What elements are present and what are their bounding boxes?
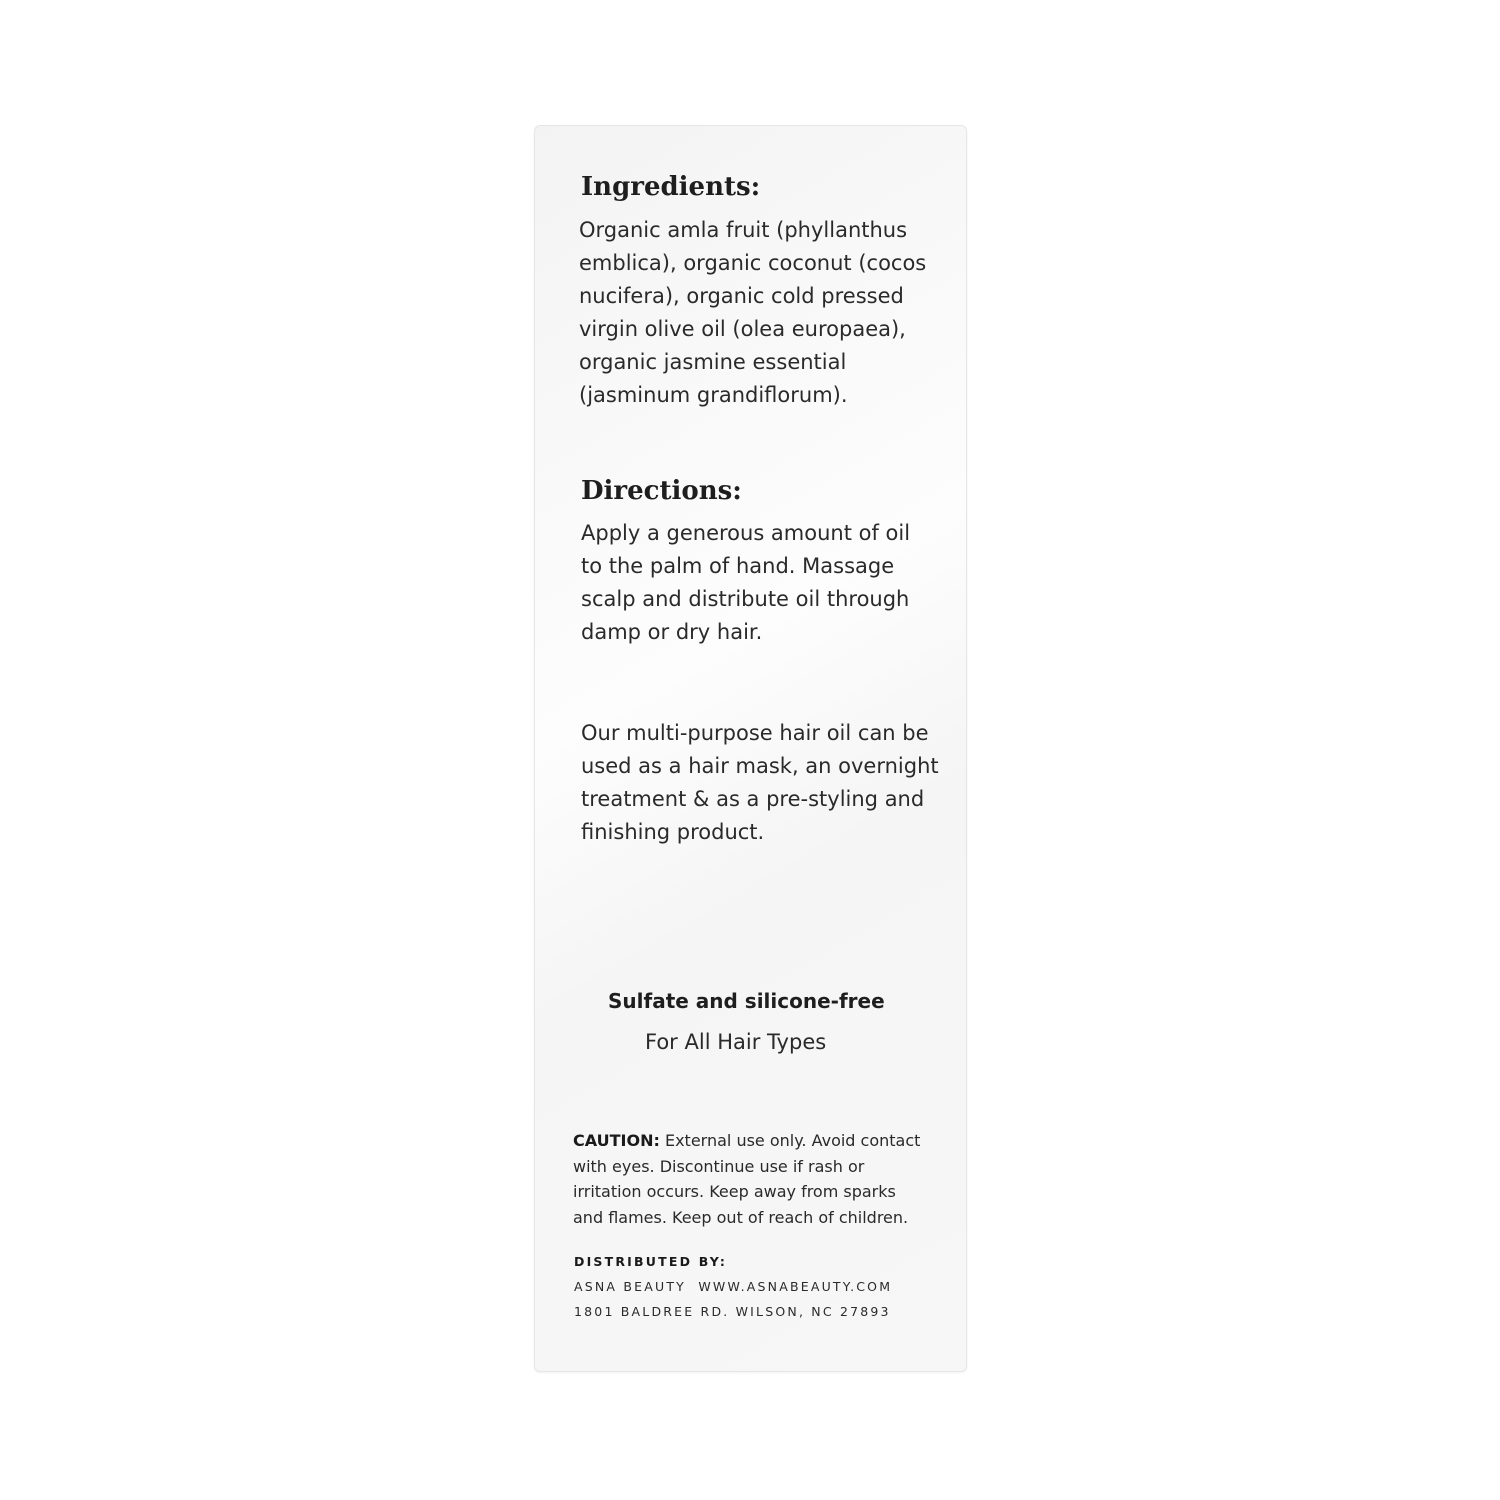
distributed-by-label: DISTRIBUTED BY: [574,1254,728,1269]
caution-line: with eyes. Discontinue use if rash or [573,1156,865,1176]
distributor-address: 1801 BALDREE RD. WILSON, NC 27893 [574,1304,891,1319]
ingredients-line: organic jasmine essential [579,350,847,374]
multipurpose-text [581,717,939,849]
caution-first-line [573,1128,920,1154]
multipurpose-line: Our multi-purpose hair oil can be [581,721,929,745]
multipurpose-line: treatment & as a pre-styling and [581,787,925,811]
directions-heading: Directions: [581,476,742,506]
hair-types-claim: For All Hair Types [645,1030,827,1054]
ingredients-line: Organic amla fruit (phyllanthus [579,218,908,242]
caution-label: CAUTION: [573,1131,660,1150]
ingredients-line: emblica), organic coconut (cocos [579,251,927,275]
ingredients-line: virgin olive oil (olea europaea), [579,317,906,341]
ingredients-line: nucifera), organic cold pressed [579,284,904,308]
multipurpose-line: finishing product. [581,820,765,844]
directions-line: to the palm of hand. Massage [581,554,895,578]
directions-line: Apply a generous amount of oil [581,521,911,545]
ingredients-text [579,214,926,412]
caution-line: External use only. Avoid contact [659,1131,921,1150]
ingredients-line: (jasminum grandiflorum). [579,383,848,407]
directions-line: scalp and distribute oil through [581,587,910,611]
caution-text [573,1128,920,1230]
directions-text [581,517,910,649]
sulfate-silicone-free-claim: Sulfate and silicone-free [608,989,885,1013]
directions-line: damp or dry hair. [581,620,763,644]
multipurpose-line: used as a hair mask, an overnight [581,754,939,778]
ingredients-heading: Ingredients: [581,172,761,202]
caution-line: and flames. Keep out of reach of children. [573,1207,909,1227]
caution-line: irritation occurs. Keep away from sparks [573,1182,896,1201]
distributor-name-website: ASNA BEAUTY WWW.ASNABEAUTY.COM [574,1279,893,1294]
